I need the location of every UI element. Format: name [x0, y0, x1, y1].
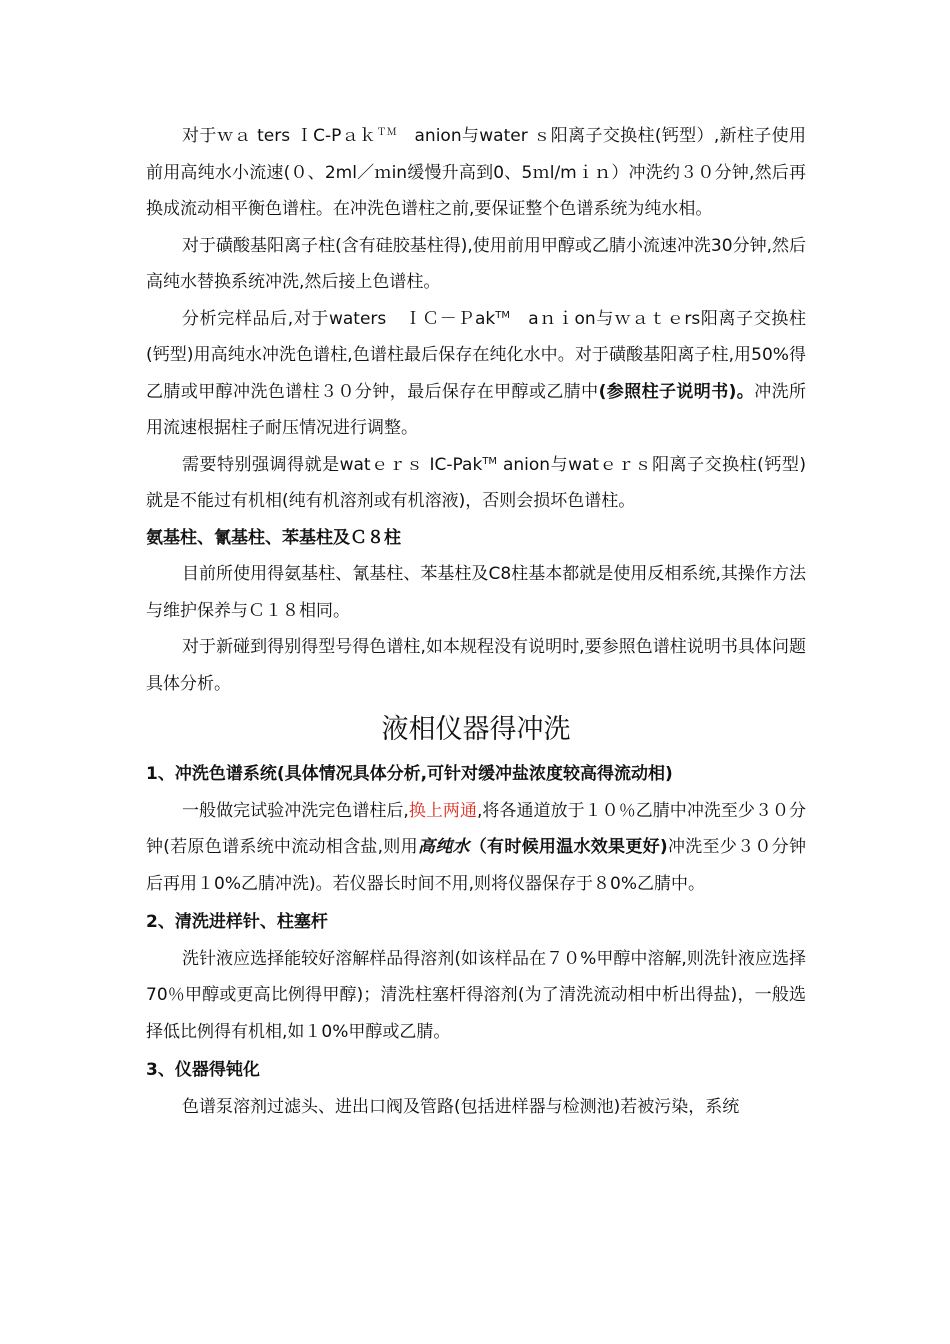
- heading-amino-cyano-phenyl-c8: 氨基柱、氰基柱、苯基柱及Ｃ８柱: [146, 527, 401, 548]
- paragraph-needle-plunger: 洗针液应选择能较好溶解样品得溶剂(如该样品在７０%甲醇中溶解,则洗针液应选择70％甲醇或更高比例得甲醇)；清洗柱塞杆得溶剂(为了清洗流动相中析出得盐)，一般选择低比例得有机相,如１0%甲醇或乙腈。: [146, 948, 806, 1042]
- paragraph-passivation: 色谱泵溶剂过滤头、进出口阀及管路(包括进样器与检测池)若被污染，系统: [182, 1096, 740, 1117]
- paragraph-waters-anion-column: 对于ｗａ ters ＩC-Pａｋ$^{TM}$ anion与water ｓ阳离子交换柱(钙型）,新柱子使用前用高纯水小流速(０、2ml／ｍin缓慢升高到0、5ｍl/mｉｎ）冲洗约３０分钟,然后再换成流动相平衡色谱柱。在冲洗色谱柱之前,要保证整个色谱系统为纯水相。: [146, 126, 806, 219]
- paragraph-flush-system: 一般做完试验冲洗完色谱柱后,换上两通,将各通道放于１０％乙腈中冲洗至少３０分钟(若原色谱系统中流动相含盐,则用高纯水（有时候用温水效果更好)冲洗至少３０分钟后再用１0%乙腈冲洗)。若仪器长时间不用,则将仪器保存于８0%乙腈中。: [146, 800, 807, 894]
- highlight-red-text: 换上两通: [408, 800, 477, 821]
- page-title: 液相仪器得冲洗: [381, 714, 571, 745]
- bold-warm-water-note: （有时候用温水效果更好): [469, 837, 668, 857]
- trademark-sup: TM: [482, 455, 498, 467]
- italic-bold-text: 高纯水: [417, 837, 470, 857]
- trademark-sup: ＴＭ: [376, 127, 398, 138]
- section-heading-needle-plunger: 2、清洗进样针、柱塞杆: [146, 912, 328, 932]
- section-heading-passivation: 3、仪器得钝化: [146, 1060, 260, 1080]
- paragraph-sulfonic-column: 对于磺酸基阳离子柱(含有硅胶基柱得),使用前用甲醇或乙腈小流速冲洗30分钟,然后高纯水替换系统冲洗,然后接上色谱柱。: [146, 235, 806, 292]
- paragraph-emphasis: 需要特别强调得就是watｅｒｓ IC-Pak™ anion与watｅｒｓ阳离子交换柱(钙型)就是不能过有机相(纯有机溶剂或有机溶液)，否则会损坏色谱柱。: [146, 454, 806, 511]
- section-heading-flush-system: 1、冲洗色谱系统(具体情况具体分析,可针对缓冲盐浓度较高得流动相): [146, 764, 673, 784]
- paragraph-after-analysis: 分析完样品后,对于waters ＩＣ－Ｐak™ aｎｉon与ｗａｔｅrs阳离子交换柱(钙型)用高纯水冲洗色谱柱,色谱柱最后保存在纯化水中。对于磺酸基阳离子柱,用50%得乙腈或甲醇冲洗色谱柱３０分钟，最后保存在甲醇或乙腈中(参照柱子说明书)。冲洗所用流速根据柱子耐压情况进行调整。: [146, 308, 807, 438]
- trademark-sup: TM: [495, 309, 511, 321]
- paragraph-new-column-types: 对于新碰到得别得型号得色谱柱,如本规程没有说明时,要参照色谱柱说明书具体问题具体分析。: [146, 637, 806, 694]
- document-body: [146, 118, 806, 1125]
- paragraph-reverse-phase: 目前所使用得氨基柱、氰基柱、苯基柱及C8柱基本都就是使用反相系统,其操作方法与维护保养与Ｃ１８相同。: [146, 564, 806, 621]
- bold-reference-note: (参照柱子说明书)。: [598, 381, 755, 402]
